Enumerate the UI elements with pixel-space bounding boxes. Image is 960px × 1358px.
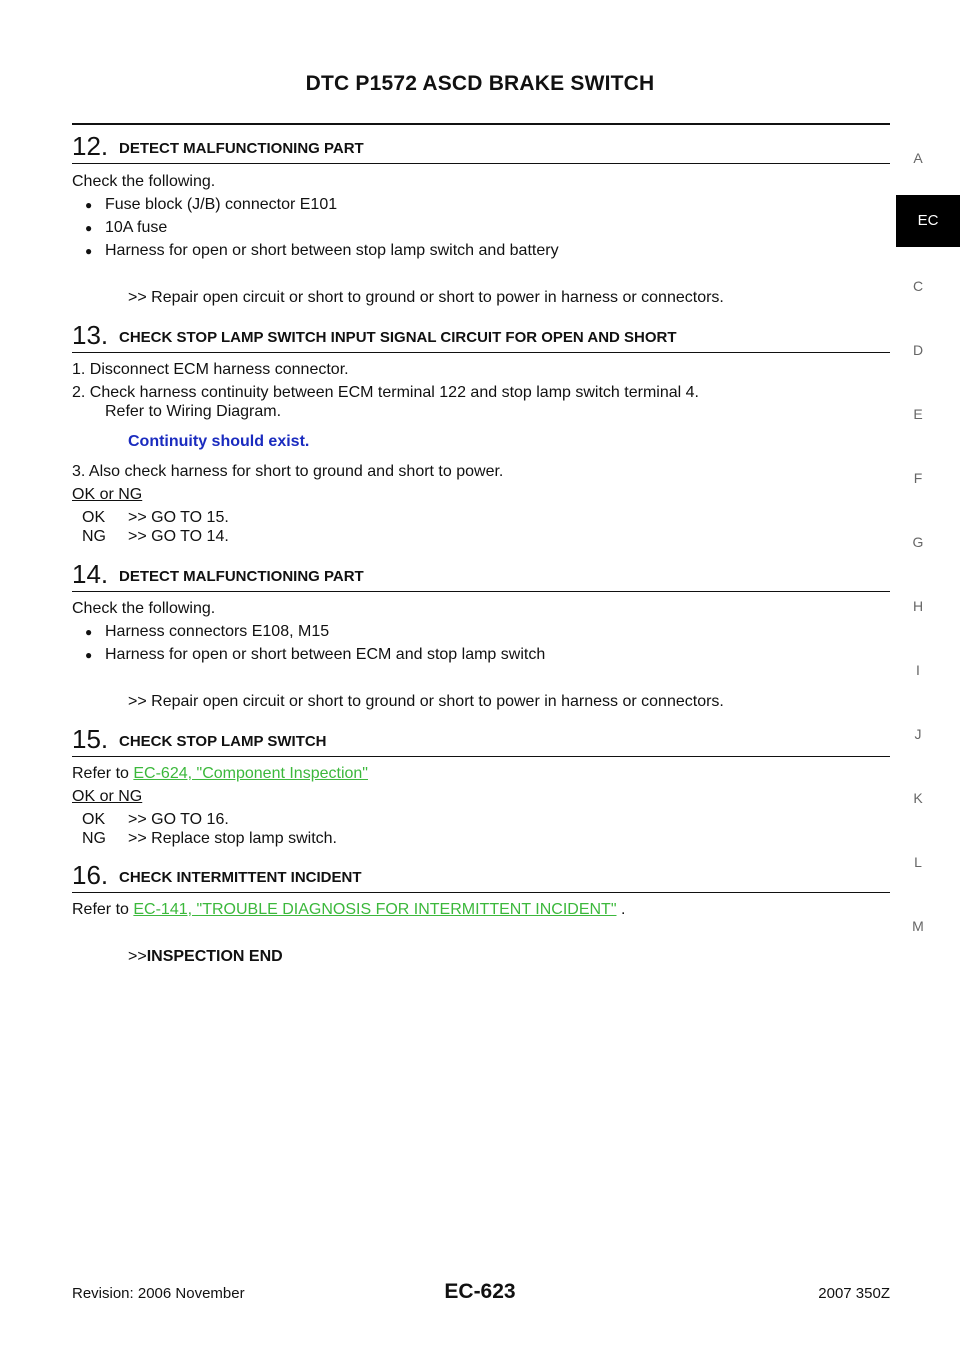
step-16-number: 16. bbox=[72, 860, 109, 890]
step-14-header bbox=[72, 555, 890, 592]
side-index-k[interactable]: K bbox=[913, 790, 923, 806]
side-index-f[interactable]: F bbox=[913, 470, 923, 486]
step-13-okng: OK or NG bbox=[72, 486, 143, 503]
side-index-d[interactable]: D bbox=[912, 342, 924, 358]
side-index-ec-active[interactable]: EC bbox=[896, 195, 960, 247]
step-14-bullet-2: Harness for open or short between ECM and stop lamp switch bbox=[105, 646, 546, 663]
step-14-intro: Check the following. bbox=[72, 600, 216, 617]
side-index-j[interactable]: J bbox=[914, 726, 922, 742]
bullet-icon: ● bbox=[85, 198, 93, 212]
step-16-refer bbox=[72, 901, 625, 919]
step-13-title: CHECK STOP LAMP SWITCH INPUT SIGNAL CIRCUIT FOR OPEN AND SHORT bbox=[119, 329, 677, 346]
page-title: DTC P1572 ASCD BRAKE SWITCH bbox=[305, 72, 655, 95]
side-index-e[interactable]: E bbox=[913, 406, 923, 422]
step-13-ng-label: NG bbox=[82, 528, 106, 545]
step-16-title: CHECK INTERMITTENT INCIDENT bbox=[119, 869, 362, 886]
step-14-title: DETECT MALFUNCTIONING PART bbox=[119, 568, 364, 585]
footer-revision: Revision: 2006 November bbox=[72, 1285, 245, 1302]
step-15-number: 15. bbox=[72, 724, 109, 754]
step-13-number: 13. bbox=[72, 320, 109, 350]
step-15-refer-link[interactable]: EC-624, "Component Inspection" bbox=[133, 765, 368, 782]
bullet-icon: ● bbox=[85, 221, 93, 235]
step-16-refer-prefix: Refer to bbox=[72, 901, 129, 918]
step-16-refer-link[interactable]: EC-141, "TROUBLE DIAGNOSIS FOR INTERMITTENT INCIDENT" bbox=[133, 901, 617, 918]
step-12-title: DETECT MALFUNCTIONING PART bbox=[119, 140, 364, 157]
step-16-result-prefix: >> bbox=[128, 948, 147, 965]
side-index-l[interactable]: L bbox=[914, 854, 922, 870]
bullet-icon: ● bbox=[85, 648, 93, 662]
footer-model: 2007 350Z bbox=[818, 1285, 890, 1302]
step-16-result bbox=[128, 948, 283, 966]
step-15-ok-action: >> GO TO 16. bbox=[128, 811, 229, 828]
bullet-icon: ● bbox=[85, 625, 93, 639]
step-14-number: 14. bbox=[72, 559, 109, 589]
step-12-intro: Check the following. bbox=[72, 173, 216, 190]
step-13-item-2-refer: Refer to Wiring Diagram. bbox=[105, 403, 282, 420]
step-14-result: >> Repair open circuit or short to ground or short to power in harness or connectors. bbox=[128, 693, 724, 710]
step-15-title: CHECK STOP LAMP SWITCH bbox=[119, 733, 327, 750]
step-13-ng-action: >> GO TO 14. bbox=[128, 528, 229, 545]
step-16-result-end: INSPECTION END bbox=[146, 948, 283, 965]
header-rule bbox=[72, 123, 890, 125]
step-13-ok-action: >> GO TO 15. bbox=[128, 509, 229, 526]
footer-page-number: EC-623 bbox=[444, 1280, 516, 1303]
step-15-okng: OK or NG bbox=[72, 788, 143, 805]
step-15-ok-label: OK bbox=[82, 811, 106, 828]
step-13-ok-label: OK bbox=[82, 509, 106, 526]
step-13-header bbox=[72, 316, 890, 353]
step-12-bullet-1: Fuse block (J/B) connector E101 bbox=[105, 196, 338, 213]
step-15-refer bbox=[72, 765, 368, 783]
step-15-header bbox=[72, 720, 890, 757]
step-12-bullet-2: 10A fuse bbox=[105, 219, 168, 236]
step-12-bullet-3: Harness for open or short between stop lamp switch and battery bbox=[105, 242, 559, 259]
side-index-c[interactable]: C bbox=[912, 278, 924, 294]
side-index-h[interactable]: H bbox=[912, 598, 924, 614]
step-13-item-3: 3. Also check harness for short to ground and short to power. bbox=[72, 463, 504, 480]
side-index-g[interactable]: G bbox=[912, 534, 924, 550]
bullet-icon: ● bbox=[85, 244, 93, 258]
step-12-header bbox=[72, 127, 890, 164]
step-16-header bbox=[72, 856, 890, 893]
step-12-number: 12. bbox=[72, 131, 109, 161]
side-index-m[interactable]: M bbox=[912, 918, 924, 934]
step-16-refer-suffix: . bbox=[620, 901, 626, 918]
step-15-ng-label: NG bbox=[82, 830, 106, 847]
step-12-result: >> Repair open circuit or short to ground or short to power in harness or connectors. bbox=[128, 289, 724, 306]
step-15-refer-prefix: Refer to bbox=[72, 765, 129, 782]
step-13-item-1: 1. Disconnect ECM harness connector. bbox=[72, 361, 349, 378]
side-index-a[interactable]: A bbox=[913, 150, 923, 166]
step-15-ng-action: >> Replace stop lamp switch. bbox=[128, 830, 337, 847]
step-13-item-2: 2. Check harness continuity between ECM terminal 122 and stop lamp switch terminal 4. bbox=[72, 384, 699, 401]
step-13-spec: Continuity should exist. bbox=[128, 433, 310, 450]
side-index-i[interactable]: I bbox=[916, 662, 920, 678]
step-14-bullet-1: Harness connectors E108, M15 bbox=[105, 623, 330, 640]
